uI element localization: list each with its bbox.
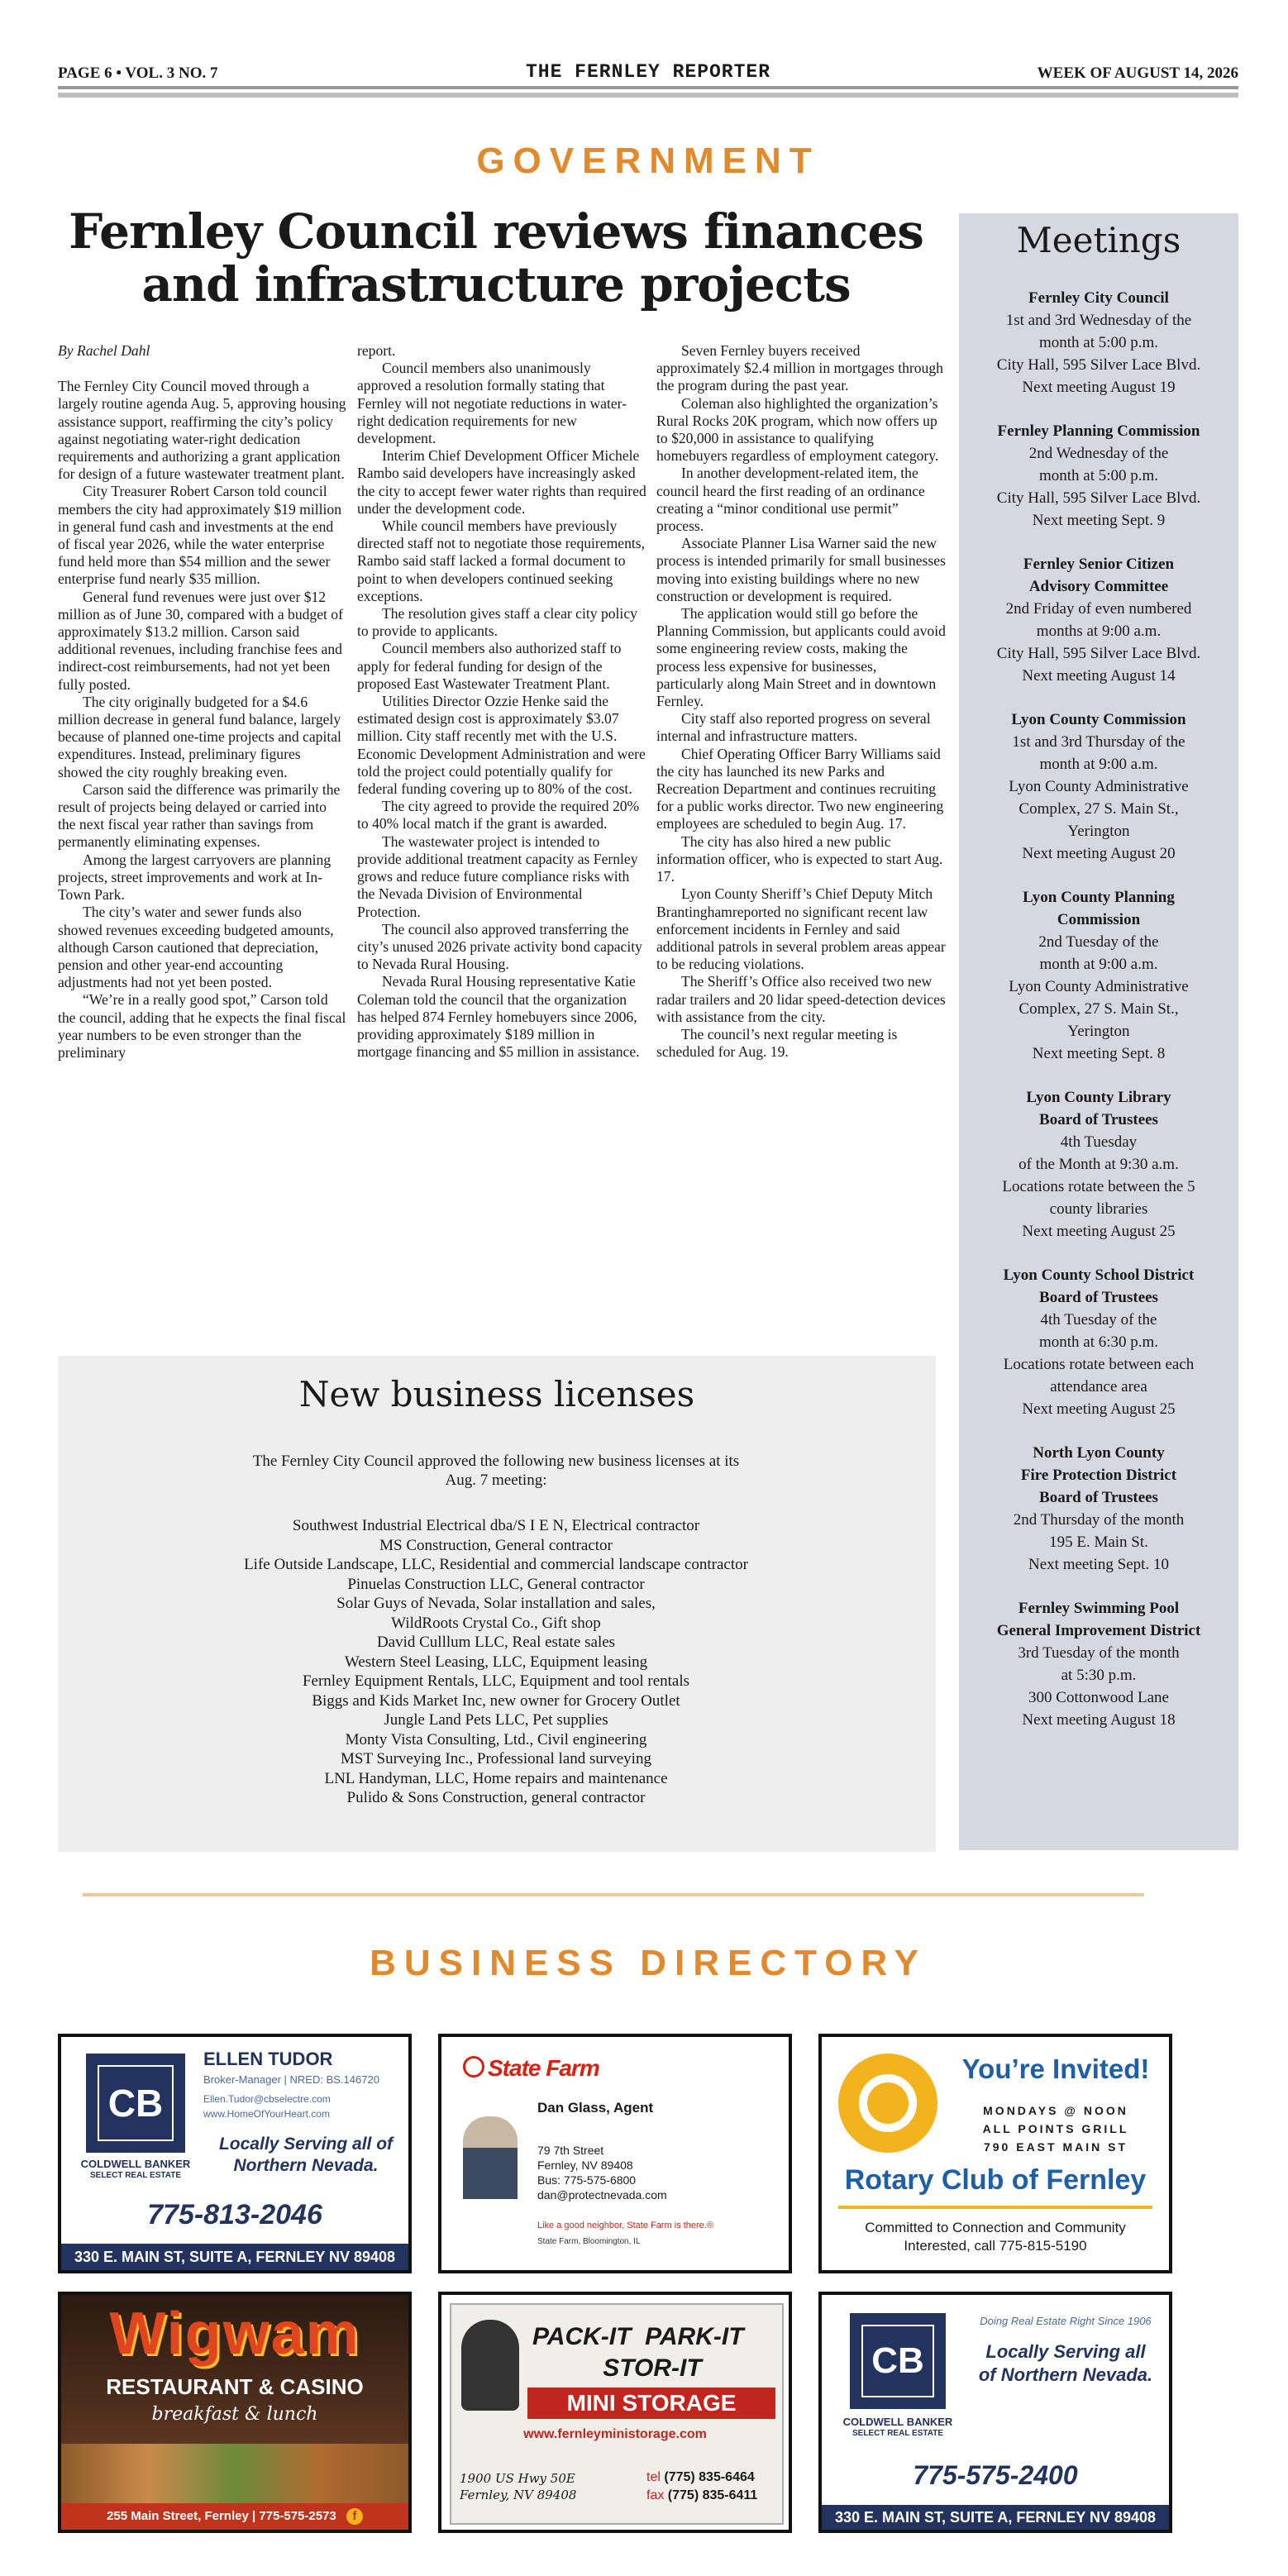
coldwell-banker-logo xyxy=(850,2313,946,2409)
article-paragraph: Carson said the difference was primarily the result of projects being delayed or carried into the next fiscal year rather than savings from permanently eliminating expenses. xyxy=(58,780,341,851)
ad-mini-storage[interactable] xyxy=(438,2292,792,2533)
slogan: Like a good neighbor, State Farm is there.® xyxy=(537,2221,713,2230)
article-paragraph: Lyon County Sheriff’s Chief Deputy Mitch Brantinghamreported no significant recent law enforcement incidents in Fernley and said additional patrols in several problem areas appear to be reducing violations. xyxy=(656,885,946,973)
meeting-detail: Next meeting August 19 xyxy=(1022,379,1176,396)
license-item: Biggs and Kids Market Inc, new owner for Grocery Outlet xyxy=(312,1691,680,1710)
meeting-detail: Next meeting Sept. 9 xyxy=(1032,512,1166,529)
meeting-detail: 195 E. Main St. xyxy=(1049,1534,1148,1551)
article-paragraph: The city has also hired a new public information officer, who is expected to start Aug. 17. xyxy=(656,832,943,885)
meeting-detail: Next meeting August 14 xyxy=(1022,667,1176,685)
article-paragraph: Associate Planner Lisa Warner said the new process is intended primarily for small businesses moving into existing buildings where no new construction or development is required. xyxy=(656,535,946,604)
agent-email[interactable]: dan@protectnevada.com xyxy=(537,2188,667,2202)
meeting-detail: Next meeting Sept. 8 xyxy=(1032,1045,1166,1062)
meeting-name: Lyon County Planning xyxy=(1023,889,1175,906)
meeting-name: General Improvement District xyxy=(996,1622,1201,1639)
wigwam-sub: RESTAURANT & CASINO xyxy=(106,2374,364,2399)
meeting-place: ALL POINTS GRILL xyxy=(982,2122,1129,2135)
license-item: Monty Vista Consulting, Ltd., Civil engineering xyxy=(345,1730,647,1748)
meeting-detail: 1st and 3rd Thursday of the xyxy=(1012,733,1185,751)
rotary-wheel-icon xyxy=(838,2054,937,2153)
storage-address-1: 1900 US Hwy 50E xyxy=(460,2471,575,2486)
meeting-detail: 2nd Tuesday of the xyxy=(1038,933,1159,951)
page-header xyxy=(58,61,1238,86)
storage-line-1 xyxy=(532,2323,772,2351)
meeting-entry xyxy=(959,553,1238,687)
header-rule-thick xyxy=(58,93,1238,98)
license-item: Solar Guys of Nevada, Solar installation and sales, xyxy=(336,1595,656,1612)
article-paragraph: The Sheriff’s Office also received two new radar trailers and 20 lidar speed-detection devices with assistance from the city. xyxy=(656,973,946,1025)
meeting-name: Fernley Senior Citizen xyxy=(1023,556,1175,573)
license-item: Pulido & Sons Construction, general contractor xyxy=(346,1789,646,1806)
phone[interactable]: 775-575-2400 xyxy=(913,2460,1078,2490)
license-item: David Culllum LLC, Real estate sales xyxy=(376,1634,616,1651)
license-item: Jungle Land Pets LLC, Pet supplies xyxy=(384,1711,608,1729)
food-photo xyxy=(61,2444,408,2503)
meeting-detail: 2nd Thursday of the month xyxy=(1013,1511,1185,1529)
meeting-entry xyxy=(959,1442,1238,1576)
state-farm-logo xyxy=(463,2055,599,2082)
meeting-detail: Locations rotate between the 5 xyxy=(1002,1178,1195,1195)
meeting-detail: month at 6:30 p.m. xyxy=(1038,1333,1159,1351)
meeting-detail: 4th Tuesday xyxy=(1060,1133,1138,1151)
meeting-detail: month at 9:00 a.m. xyxy=(1039,956,1158,973)
address-bar: 330 E. MAIN ST, SUITE A, FERNLEY NV 89408 xyxy=(61,2244,408,2270)
article-paragraph: Seven Fernley buyers received approximately $2.4 million in mortgages through the program during the past year. xyxy=(656,342,943,394)
article-column-3 xyxy=(656,342,946,1061)
meetings-title: Meetings xyxy=(1016,220,1181,260)
meeting-name: Advisory Committee xyxy=(1028,578,1169,595)
fax-label: fax xyxy=(646,2488,665,2502)
fax-line xyxy=(646,2487,757,2505)
meeting-detail: county libraries xyxy=(1049,1200,1148,1218)
storage-address-2: Fernley, NV 89408 xyxy=(460,2488,577,2502)
article-column-1 xyxy=(58,342,347,1061)
meeting-name: Board of Trustees xyxy=(1039,1289,1158,1306)
tel-number: (775) 835-6464 xyxy=(664,2470,755,2484)
article-paragraph: Chief Operating Officer Barry Williams said the city has launched its new Parks and Recreation Department and continues recruiting for a public works director. Two new engineering employees are scheduled to begin Aug. 17. xyxy=(656,745,944,832)
article-paragraph: Interim Chief Development Officer Michele Rambo said developers have increasingly asked the city to accept fewer water rights than required under the development code. xyxy=(357,447,646,517)
ad-ellen-tudor[interactable] xyxy=(58,2034,412,2273)
meeting-detail: City Hall, 595 Silver Lace Blvd. xyxy=(996,489,1201,507)
licenses-list xyxy=(223,1516,769,1808)
masthead: THE FERNLEY REPORTER xyxy=(525,61,771,83)
ad-state-farm[interactable] xyxy=(438,2034,792,2273)
address-bar: 330 E. MAIN ST, SUITE A, FERNLEY NV 89408 xyxy=(822,2505,1169,2530)
meeting-detail: Next meeting August 25 xyxy=(1022,1400,1176,1418)
meeting-name: Commission xyxy=(1057,911,1141,928)
agent-address xyxy=(537,2143,667,2202)
meeting-detail: City Hall, 595 Silver Lace Blvd. xyxy=(996,645,1201,662)
article-paragraph: City Treasurer Robert Carson told council members the city had approximately $19 million in general fund cash and investments at the end of fiscal year 2026, while the water enterprise fund held more than $54 million and the sewer enterprise fund nearly $35 million. xyxy=(58,483,342,588)
agent-name: ELLEN TUDOR xyxy=(203,2049,333,2069)
coldwell-banker-logo xyxy=(86,2054,185,2153)
article-paragraph: Utilities Director Ozzie Henke said the estimated design cost is approximately $3.07 million. City staff recently met with the U.S. Economic Development Administration and were told the project could potentially qualify for federal funding covering up to 80% of the cost. xyxy=(357,693,646,798)
meeting-detail: Yerington xyxy=(1067,823,1130,840)
meeting-detail: 1st and 3rd Wednesday of the xyxy=(1005,312,1192,329)
meeting-detail: Locations rotate between each xyxy=(1003,1356,1195,1373)
column-1-text xyxy=(58,378,347,1061)
licenses-box xyxy=(58,1356,936,1852)
invite-headline: You’re Invited! xyxy=(961,2054,1150,2084)
meetings-sidebar xyxy=(959,213,1238,1850)
meeting-entry xyxy=(959,287,1238,398)
article-paragraph: The city agreed to provide the required 20% to 40% local match if the grant is awarded. xyxy=(357,798,640,832)
legal-text: State Farm, Bloomington, IL xyxy=(537,2237,641,2246)
license-item: MST Surveying Inc., Professional land surveying xyxy=(341,1750,651,1767)
padlock-icon xyxy=(461,2320,519,2411)
agent-name: Dan Glass, Agent xyxy=(537,2100,654,2116)
wigwam-footer xyxy=(61,2503,408,2530)
storage-phones xyxy=(646,2469,757,2505)
meeting-detail: Lyon County Administrative xyxy=(1009,978,1189,995)
meeting-detail: Complex, 27 S. Main St., xyxy=(1018,800,1179,818)
license-item: Southwest Industrial Electrical dba/S I E N, Electrical contractor xyxy=(292,1517,700,1534)
article-paragraph: Among the largest carryovers are planning projects, street improvements and work at In-Town Park. xyxy=(58,851,332,904)
meeting-entry xyxy=(959,886,1238,1065)
meeting-entry xyxy=(959,1086,1238,1243)
tagline-1: Locally Serving all xyxy=(985,2341,1146,2362)
article-paragraph: Council members also unanimously approved a resolution formally stating that Fernley will not negotiate reductions in water-right dedication requirements for new development. xyxy=(357,360,627,447)
meeting-detail: month at 5:00 p.m. xyxy=(1038,467,1159,484)
column-2-text xyxy=(357,342,646,1061)
meeting-detail: Complex, 27 S. Main St., xyxy=(1018,1000,1179,1018)
state-farm-brand: State Farm xyxy=(488,2055,599,2081)
footer-line-1: Committed to Connection and Community xyxy=(865,2220,1126,2235)
article-paragraph: The council also approved transferring the city’s unused 2026 private activity bond capacity to Nevada Rural Housing. xyxy=(357,920,642,973)
meeting-day: MONDAYS @ NOON xyxy=(983,2104,1128,2117)
meeting-name: Lyon County Library xyxy=(1026,1089,1171,1106)
section-title: GOVERNMENT xyxy=(476,141,820,181)
license-item: Pinuelas Construction LLC, General contractor xyxy=(347,1575,645,1593)
license-item: LNL Handyman, LLC, Home repairs and maintenance xyxy=(324,1769,668,1787)
fax-number: (775) 835-6411 xyxy=(667,2488,758,2502)
brand-name: COLDWELL BANKER xyxy=(842,2416,953,2428)
meeting-detail: Next meeting Sept. 10 xyxy=(1028,1556,1169,1573)
article-paragraph: report. xyxy=(357,342,396,359)
meeting-name: Fernley City Council xyxy=(1028,289,1169,307)
byline: By Rachel Dahl xyxy=(58,342,150,359)
wigwam-logo: Wigwam xyxy=(109,2301,360,2367)
rotary-footer xyxy=(822,2219,1169,2255)
meeting-detail: attendance area xyxy=(1050,1378,1147,1395)
meeting-detail: months at 9:00 a.m. xyxy=(1036,623,1162,640)
meeting-name: Board of Trustees xyxy=(1039,1111,1158,1128)
license-item: Western Steel Leasing, LLC, Equipment leasing xyxy=(344,1653,648,1671)
article-paragraph: General fund revenues were just over $12 million as of June 30, compared with a budget of approximately $13.2 million. Carson said additional revenues, including franchise fees and indirect-cost reimbursements, had not yet been fully posted. xyxy=(58,588,343,693)
gold-rule xyxy=(838,2206,1152,2209)
article-paragraph: “We’re in a really good spot,” Carson told the council, adding that he expects the final fiscal year numbers to be even stronger than the preliminary xyxy=(58,991,346,1061)
tagline-2: Northern Nevada. xyxy=(233,2156,379,2175)
article-paragraph: While council members have previously directed staff not to negotiate those requirements, Rambo said staff lacked a formal document to point to when developers continued seeking exceptions. xyxy=(357,518,646,604)
tel-label: tel xyxy=(646,2470,661,2484)
meeting-name: Fernley Planning Commission xyxy=(997,422,1200,440)
meeting-name: Fire Protection District xyxy=(1020,1467,1177,1484)
article-paragraph: The application would still go before the Planning Commission, but applicants could avoid some engineering review costs, making the process less expensive for businesses, particularly along Main Street and in downtown Fernley. xyxy=(656,605,946,710)
meeting-address: 790 EAST MAIN ST xyxy=(983,2140,1128,2154)
address-line-1: 79 7th Street xyxy=(537,2144,604,2157)
phone[interactable]: 775-813-2046 xyxy=(147,2199,322,2230)
wigwam-script: breakfast & lunch xyxy=(151,2404,318,2425)
meeting-detail: Next meeting August 20 xyxy=(1022,845,1176,862)
facebook-icon[interactable]: f xyxy=(346,2508,363,2525)
tagline-2: of Northern Nevada. xyxy=(978,2364,1153,2385)
brand-sub: SELECT REAL ESTATE xyxy=(852,2429,943,2438)
meetings-list xyxy=(959,260,1238,1731)
meeting-entry xyxy=(959,708,1238,865)
article-column-2 xyxy=(357,342,646,1061)
ad-coldwell-banker[interactable] xyxy=(818,2292,1172,2533)
agent-role: Broker-Manager | NRED: BS.146720 xyxy=(203,2073,379,2086)
article-paragraph: In another development-related item, the council heard the first reading of an ordinance creating a “minor conditional use permit” process. xyxy=(656,465,925,535)
meeting-entry xyxy=(959,1264,1238,1420)
storage-line-2: STOR-IT xyxy=(603,2354,702,2382)
article-paragraph: The council’s next regular meeting is scheduled for Aug. 19. xyxy=(656,1025,898,1061)
header-rule xyxy=(58,86,1238,89)
license-item: MS Construction, General contractor xyxy=(379,1536,613,1554)
meeting-detail: 4th Tuesday of the xyxy=(1040,1311,1157,1329)
meeting-detail: Yerington xyxy=(1067,1023,1130,1040)
meeting-detail: 300 Cottonwood Lane xyxy=(1028,1689,1169,1706)
meeting-detail: of the Month at 9:30 a.m. xyxy=(1018,1156,1179,1173)
meeting-detail: at 5:30 p.m. xyxy=(1061,1667,1137,1684)
business-phone[interactable]: Bus: 775-575-6800 xyxy=(537,2173,637,2187)
cb-logo-icon: CB xyxy=(98,2065,174,2141)
park-it: PARK-IT xyxy=(645,2323,744,2350)
brand-sub: SELECT REAL ESTATE xyxy=(89,2171,181,2180)
meeting-entry xyxy=(959,1597,1238,1731)
issue-date: WEEK OF AUGUST 14, 2026 xyxy=(1037,64,1238,82)
meeting-name: Lyon County School District xyxy=(1003,1267,1195,1284)
meeting-detail: 2nd Friday of even numbered xyxy=(1005,600,1192,618)
article-paragraph: Council members also authorized staff to apply for federal funding for design of the proposed East Wastewater Treatment Plant. xyxy=(357,640,622,692)
article-paragraph: Coleman also highlighted the organization’s Rural Rocks 20K program, which now offers up to $20,000 in assistance to qualifying homebuyers regardless of employment category. xyxy=(656,394,939,465)
state-farm-ovals-icon xyxy=(463,2056,484,2077)
since-tagline: Doing Real Estate Right Since 1906 xyxy=(980,2315,1152,2327)
page-number: PAGE 6 • VOL. 3 NO. 7 xyxy=(58,64,218,82)
license-item: Fernley Equipment Rentals, LLC, Equipment and tool rentals xyxy=(302,1672,690,1690)
meeting-detail: Lyon County Administrative xyxy=(1009,778,1189,795)
meeting-name: Lyon County Commission xyxy=(1011,711,1186,728)
storage-website[interactable]: www.fernleyministorage.com xyxy=(523,2427,707,2441)
address-line-2: Fernley, NV 89408 xyxy=(537,2159,633,2172)
agent-photo xyxy=(463,2116,518,2199)
agent-email[interactable]: Ellen.Tudor@cbselectre.com xyxy=(203,2093,331,2105)
meeting-detail: month at 5:00 p.m. xyxy=(1038,334,1159,351)
meeting-detail: City Hall, 595 Silver Lace Blvd. xyxy=(996,356,1201,374)
meeting-name: Fernley Swimming Pool xyxy=(1018,1600,1180,1617)
tagline-1: Locally Serving all of xyxy=(218,2135,394,2154)
mini-storage-banner: MINI STORAGE xyxy=(527,2388,775,2419)
cb-logo-icon: CB xyxy=(861,2325,934,2397)
club-name: Rotary Club of Fernley xyxy=(844,2164,1147,2196)
meeting-detail: Next meeting August 25 xyxy=(1022,1223,1176,1240)
meeting-name: North Lyon County xyxy=(1033,1444,1165,1462)
brand-name: COLDWELL BANKER xyxy=(80,2158,191,2170)
section-divider xyxy=(83,1893,1144,1896)
pack-it: PACK-IT xyxy=(532,2323,632,2350)
column-3-text xyxy=(656,342,946,1061)
meeting-detail: 2nd Wednesday of the xyxy=(1028,445,1169,462)
tel-line[interactable] xyxy=(646,2469,757,2487)
article-headline: Fernley Council reviews finances and infrastructure projects xyxy=(69,203,923,312)
article-paragraph: The city’s water and sewer funds also showed revenues exceeding budgeted amounts, although Carson cautioned that depreciation, pension and other year-end accounting adjustments had not yet been posted. xyxy=(58,904,334,991)
license-item: WildRoots Crystal Co., Gift shop xyxy=(391,1614,601,1632)
meeting-detail: 3rd Tuesday of the month xyxy=(1018,1644,1180,1662)
article-paragraph: City staff also reported progress on several internal and infrastructure matters. xyxy=(656,710,931,745)
meeting-detail: Next meeting August 18 xyxy=(1022,1711,1176,1729)
licenses-title: New business licenses xyxy=(298,1374,695,1414)
article-paragraph: The Fernley City Council moved through a largely routine agenda Aug. 5, approving housing assistance support, reaffirming the city’s policy against negotiating water-right dedication requirements and authorizing a grant application for design of a future wastewater treatment plant. xyxy=(58,378,346,483)
article-paragraph: The wastewater project is intended to provide additional treatment capacity as Fernley grows and reduce future compliance risks with the Nevada Division of Environmental Protection. xyxy=(357,832,638,920)
article-paragraph: The city originally budgeted for a $4.6 million decrease in general fund balance, largely because of planned one-time projects and capital expenditures. Instead, preliminary figures showed the city roughly breaking even. xyxy=(58,693,341,780)
storage-address xyxy=(460,2470,576,2503)
article-paragraph: Nevada Rural Housing representative Katie Coleman told the council that the organization has helped 874 Fernley homebuyers since 2006, providing approximately $189 million in mortgage financing and $5 million in assistance. xyxy=(357,973,640,1061)
meeting-name: Board of Trustees xyxy=(1039,1489,1158,1506)
footer-line-2[interactable]: Interested, call 775-815-5190 xyxy=(904,2238,1087,2254)
directory-title: BUSINESS DIRECTORY xyxy=(370,1943,927,1983)
license-item: Life Outside Landscape, LLC, Residential and commercial landscape contractor xyxy=(244,1556,748,1573)
meeting-entry xyxy=(959,420,1238,532)
licenses-intro: The Fernley City Council approved the following new business licenses at its Aug. 7 meeting: xyxy=(252,1453,740,1489)
wigwam-address: 255 Main Street, Fernley | 775-575-2573 xyxy=(107,2509,336,2523)
ad-rotary[interactable] xyxy=(818,2034,1172,2273)
article-paragraph: The resolution gives staff a clear city policy to provide to applicants. xyxy=(357,605,637,640)
agent-website[interactable]: www.HomeOfYourHeart.com xyxy=(203,2108,330,2120)
ad-wigwam[interactable] xyxy=(58,2292,412,2533)
meeting-details xyxy=(944,2101,1167,2156)
meeting-detail: month at 9:00 a.m. xyxy=(1039,756,1158,773)
